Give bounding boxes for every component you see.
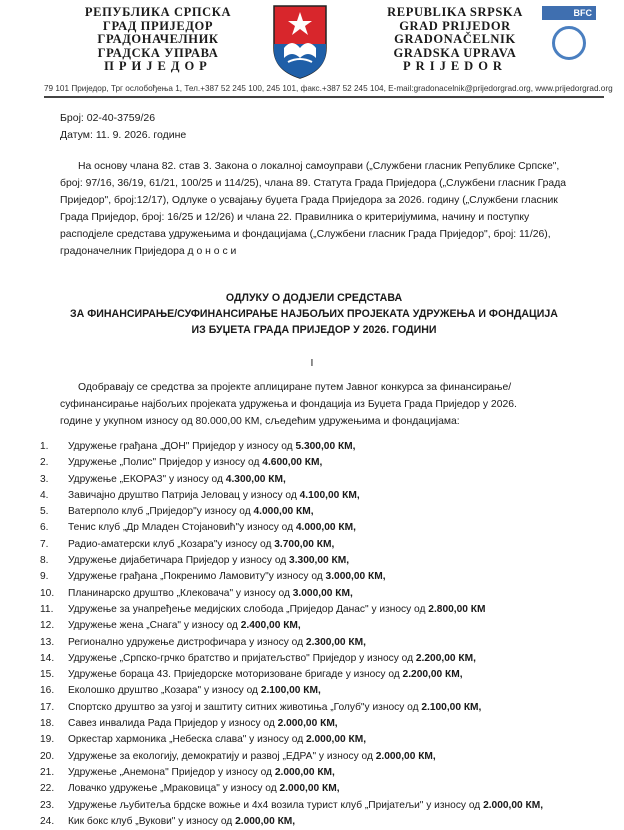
item-amount: 4.100,00 КМ, bbox=[299, 489, 360, 501]
header-left-line: ГРАДОНАЧЕЛНИК bbox=[97, 32, 219, 46]
bfc-certification-logo bbox=[538, 6, 598, 78]
header-left-line: ГРАД ПРИЈЕДОР bbox=[102, 18, 214, 33]
item-number: 8. bbox=[40, 555, 49, 567]
item-amount: 2.100,00 КМ, bbox=[260, 685, 321, 697]
item-number: 15. bbox=[40, 669, 55, 681]
item-amount: 2.800,00 КМ bbox=[428, 603, 486, 615]
item-number: 11. bbox=[40, 603, 54, 615]
item-amount: 3.700,00 КМ, bbox=[274, 538, 335, 550]
preamble-line: расподјеле средстава удружењима и фондацијама („Службени гласник Града Приједор", број: 11/26), bbox=[60, 229, 551, 240]
city-coat-of-arms-icon bbox=[270, 4, 330, 80]
item-amount: 2.400,00 КМ, bbox=[240, 620, 301, 632]
document-date: Датум: 11. 9. 2026. године bbox=[60, 129, 187, 141]
header-right-line: GRADONAČELNIK bbox=[394, 32, 516, 46]
list-item bbox=[40, 781, 600, 797]
list-item bbox=[40, 586, 600, 602]
list-item bbox=[40, 553, 600, 569]
header-right-block bbox=[355, 6, 555, 74]
title-line: ИЗ БУЏЕТА ГРАДА ПРИЈЕДОР У 2026. ГОДИНИ bbox=[191, 324, 437, 336]
item-text: Удружење „ЕКОРАЗ" у износу од bbox=[68, 473, 226, 485]
document-number: Број: 02-40-3759/26 bbox=[60, 112, 156, 124]
list-item bbox=[40, 635, 600, 651]
header-left-line: РЕПУБЛИКА СРПСКА bbox=[84, 5, 232, 19]
list-item bbox=[40, 814, 600, 830]
item-amount: 2.300,00 КМ, bbox=[305, 636, 366, 648]
item-text: Оркестар хармоника „Небеска слава" у износу од bbox=[68, 734, 306, 746]
item-number: 16. bbox=[40, 685, 55, 697]
intro-line: године у укупном износу од 80.000,00 КМ, сљедећим удружењима и фондацијама: bbox=[60, 416, 460, 427]
item-text: Кик бокс клуб „Вукови" у износу од bbox=[68, 815, 236, 827]
bfc-badge: BFC bbox=[542, 6, 596, 20]
list-item bbox=[40, 488, 600, 504]
item-text: Планинарско друштво „Клековача" у износу од bbox=[68, 587, 293, 599]
item-amount: 4.300,00 КМ, bbox=[225, 473, 286, 485]
list-item bbox=[40, 716, 600, 732]
list-item bbox=[40, 798, 600, 814]
item-text: Регионално удружење дистрофичара у износу од bbox=[68, 636, 306, 648]
preamble-line: Приједор", број:12/17), Одлуке о усвајању буџета Града Приједора за 2026. годину („Службени гласник bbox=[60, 195, 558, 206]
item-amount: 2.000,00 КМ, bbox=[274, 766, 335, 778]
list-item bbox=[40, 765, 600, 781]
header-right-line: PRIJEDOR bbox=[403, 59, 507, 73]
item-number: 19. bbox=[40, 734, 55, 746]
item-text: Удружење грађана „Покренимо Ламовиту"у износу од bbox=[68, 571, 326, 583]
list-item bbox=[40, 520, 600, 536]
item-number: 12. bbox=[40, 620, 55, 632]
item-amount: 3.000,00 КМ, bbox=[325, 571, 386, 583]
item-amount: 2.000,00 КМ, bbox=[375, 750, 436, 762]
item-text: Удружење „Полис" Приједор у износу од bbox=[68, 457, 263, 469]
header-left-block bbox=[58, 6, 258, 74]
item-number: 4. bbox=[40, 489, 49, 501]
list-item bbox=[40, 439, 600, 455]
list-item bbox=[40, 732, 600, 748]
item-amount: 2.000,00 КМ, bbox=[483, 799, 544, 811]
item-number: 24. bbox=[40, 815, 55, 827]
item-text: Удружење жена „Снага" у износу од bbox=[68, 620, 241, 632]
header-left-line: ГРАДСКА УПРАВА bbox=[97, 45, 219, 60]
header-contact-line: 79 101 Приједор, Трг ослобођења 1, Тел.+387 52 245 100, 245 101, факс.+387 52 245 104, E-mail:gradonacelnik@prijedorgrad.org, www.prijedorgrad.org bbox=[44, 84, 613, 93]
list-item bbox=[40, 667, 600, 683]
item-number: 20. bbox=[40, 750, 55, 762]
item-amount: 2.000,00 КМ, bbox=[279, 783, 340, 795]
item-number: 14. bbox=[40, 652, 55, 664]
item-text: Еколошко друштво „Козара" у износу од bbox=[68, 685, 261, 697]
item-text: Удружење дијабетичара Приједор у износу од bbox=[68, 555, 290, 567]
list-item bbox=[40, 602, 600, 618]
item-text: Удружење за екологију, демократију и развој „ЕДРА" у износу од bbox=[68, 750, 376, 762]
item-number: 2. bbox=[40, 457, 49, 469]
intro-line: Одобравају се средства за пројекте аплициране путем Јавног конкурса за финансирање/ bbox=[78, 382, 512, 393]
item-amount: 2.200,00 КМ, bbox=[402, 669, 463, 681]
header-left-line: ПРИЈЕДОР bbox=[104, 59, 212, 73]
item-text: Удружење „Српско-грчко братство и пријатељство" Приједор у износу од bbox=[68, 652, 416, 664]
list-item bbox=[40, 749, 600, 765]
header-divider bbox=[44, 96, 604, 98]
item-text: Удружење за унапређење медијских слобода „Приједор Данас" у износу од bbox=[68, 603, 429, 615]
item-amount: 2.100,00 КМ, bbox=[421, 701, 482, 713]
item-number: 9. bbox=[40, 571, 49, 583]
section-numeral: I bbox=[310, 357, 314, 369]
item-number: 3. bbox=[40, 473, 49, 485]
item-text: Удружење бораца 43. Приједорске моторизоване бригаде у износу од bbox=[68, 669, 403, 681]
preamble-line: Града Приједор, број: 16/25 и 12/26) и члана 22. Правилника о критеријумима, начину и поступку bbox=[60, 212, 530, 223]
item-text: Удружење „Анемона" Приједор у износу од bbox=[68, 766, 275, 778]
item-amount: 2.000,00 КМ, bbox=[306, 734, 367, 746]
header-right-line: GRADSKA UPRAVA bbox=[393, 45, 517, 60]
item-number: 13. bbox=[40, 636, 55, 648]
item-amount: 4.000,00 КМ, bbox=[253, 506, 314, 518]
item-amount: 3.000,00 КМ, bbox=[292, 587, 353, 599]
title-line: ЗА ФИНАНСИРАЊЕ/СУФИНАНСИРАЊЕ НАЈБОЉИХ ПРОЈЕКАТА УДРУЖЕЊА И ФОНДАЦИЈА bbox=[70, 308, 558, 320]
beneficiary-list bbox=[40, 439, 600, 830]
list-item bbox=[40, 472, 600, 488]
item-text: Ловачко удружење „Мраковица" у износу од bbox=[68, 783, 280, 795]
preamble-paragraph bbox=[78, 158, 578, 175]
item-text: Удружење љубитеља брдске вожње и 4x4 возила турист клуб „Пријатељи" у износу од bbox=[68, 799, 484, 811]
item-number: 21. bbox=[40, 766, 55, 778]
preamble-continuation bbox=[60, 175, 568, 260]
list-item bbox=[40, 455, 600, 471]
item-text: Савез инвалида Рада Приједор у износу од bbox=[68, 718, 278, 730]
list-item bbox=[40, 537, 600, 553]
item-text: Спортско друштво за узгој и заштиту ситних животиња „Голуб"у износу од bbox=[68, 701, 422, 713]
item-number: 1. bbox=[40, 441, 49, 452]
item-number: 22. bbox=[40, 783, 55, 795]
title-line: ОДЛУКУ О ДОДЈЕЛИ СРЕДСТАВА bbox=[225, 292, 403, 304]
list-item bbox=[40, 700, 600, 716]
header-right-line: REPUBLIKA SRPSKA bbox=[387, 5, 523, 19]
item-amount: 4.600,00 КМ, bbox=[262, 457, 323, 469]
item-amount: 2.200,00 КМ, bbox=[415, 652, 476, 664]
preamble-line: број: 97/16, 36/19, 61/21, 100/25 и 114/25), члана 89. Статута Града Приједора („Службени гласник Града bbox=[60, 178, 567, 189]
certification-seal-icon bbox=[552, 26, 586, 60]
item-number: 10. bbox=[40, 587, 55, 599]
item-amount: 5.300,00 КМ, bbox=[295, 441, 356, 452]
header-right-line: GRAD PRIJEDOR bbox=[399, 18, 511, 33]
item-number: 23. bbox=[40, 799, 55, 811]
list-item bbox=[40, 618, 600, 634]
list-item bbox=[40, 683, 600, 699]
item-number: 7. bbox=[40, 538, 49, 550]
item-amount: 2.000,00 КМ, bbox=[277, 718, 338, 730]
intro-paragraph bbox=[60, 379, 570, 430]
intro-line: суфинансирање најбољих пројеката удружења и фондација из Буџета Града Приједор у 2026. bbox=[60, 399, 517, 410]
item-amount: 3.300,00 КМ, bbox=[289, 555, 350, 567]
decision-title bbox=[40, 290, 588, 338]
item-text: Тенис клуб „Др Младен Стојановић"у износу од bbox=[68, 522, 296, 534]
list-item bbox=[40, 569, 600, 585]
item-number: 18. bbox=[40, 718, 55, 730]
item-text: Удружење грађана „ДОН" Приједор у износу од bbox=[68, 441, 296, 452]
list-item bbox=[40, 651, 600, 667]
list-item bbox=[40, 504, 600, 520]
item-number: 5. bbox=[40, 506, 49, 518]
item-amount: 2.000,00 КМ, bbox=[235, 815, 296, 827]
item-text: Ватерполо клуб „Приједор"у износу од bbox=[68, 506, 254, 518]
item-amount: 4.000,00 КМ, bbox=[295, 522, 356, 534]
item-text: Завичајно друштво Патрија Јеловац у износу од bbox=[68, 489, 300, 501]
preamble-line: градоначелник Приједора д о н о с и bbox=[60, 246, 237, 257]
item-number: 6. bbox=[40, 522, 49, 534]
preamble-line: На основу члана 82. став 3. Закона о локалној самоуправи („Службени гласник Републике Српске", bbox=[78, 161, 560, 172]
item-number: 17. bbox=[40, 701, 55, 713]
item-text: Радио-аматерски клуб „Козара"у износу од bbox=[68, 538, 275, 550]
